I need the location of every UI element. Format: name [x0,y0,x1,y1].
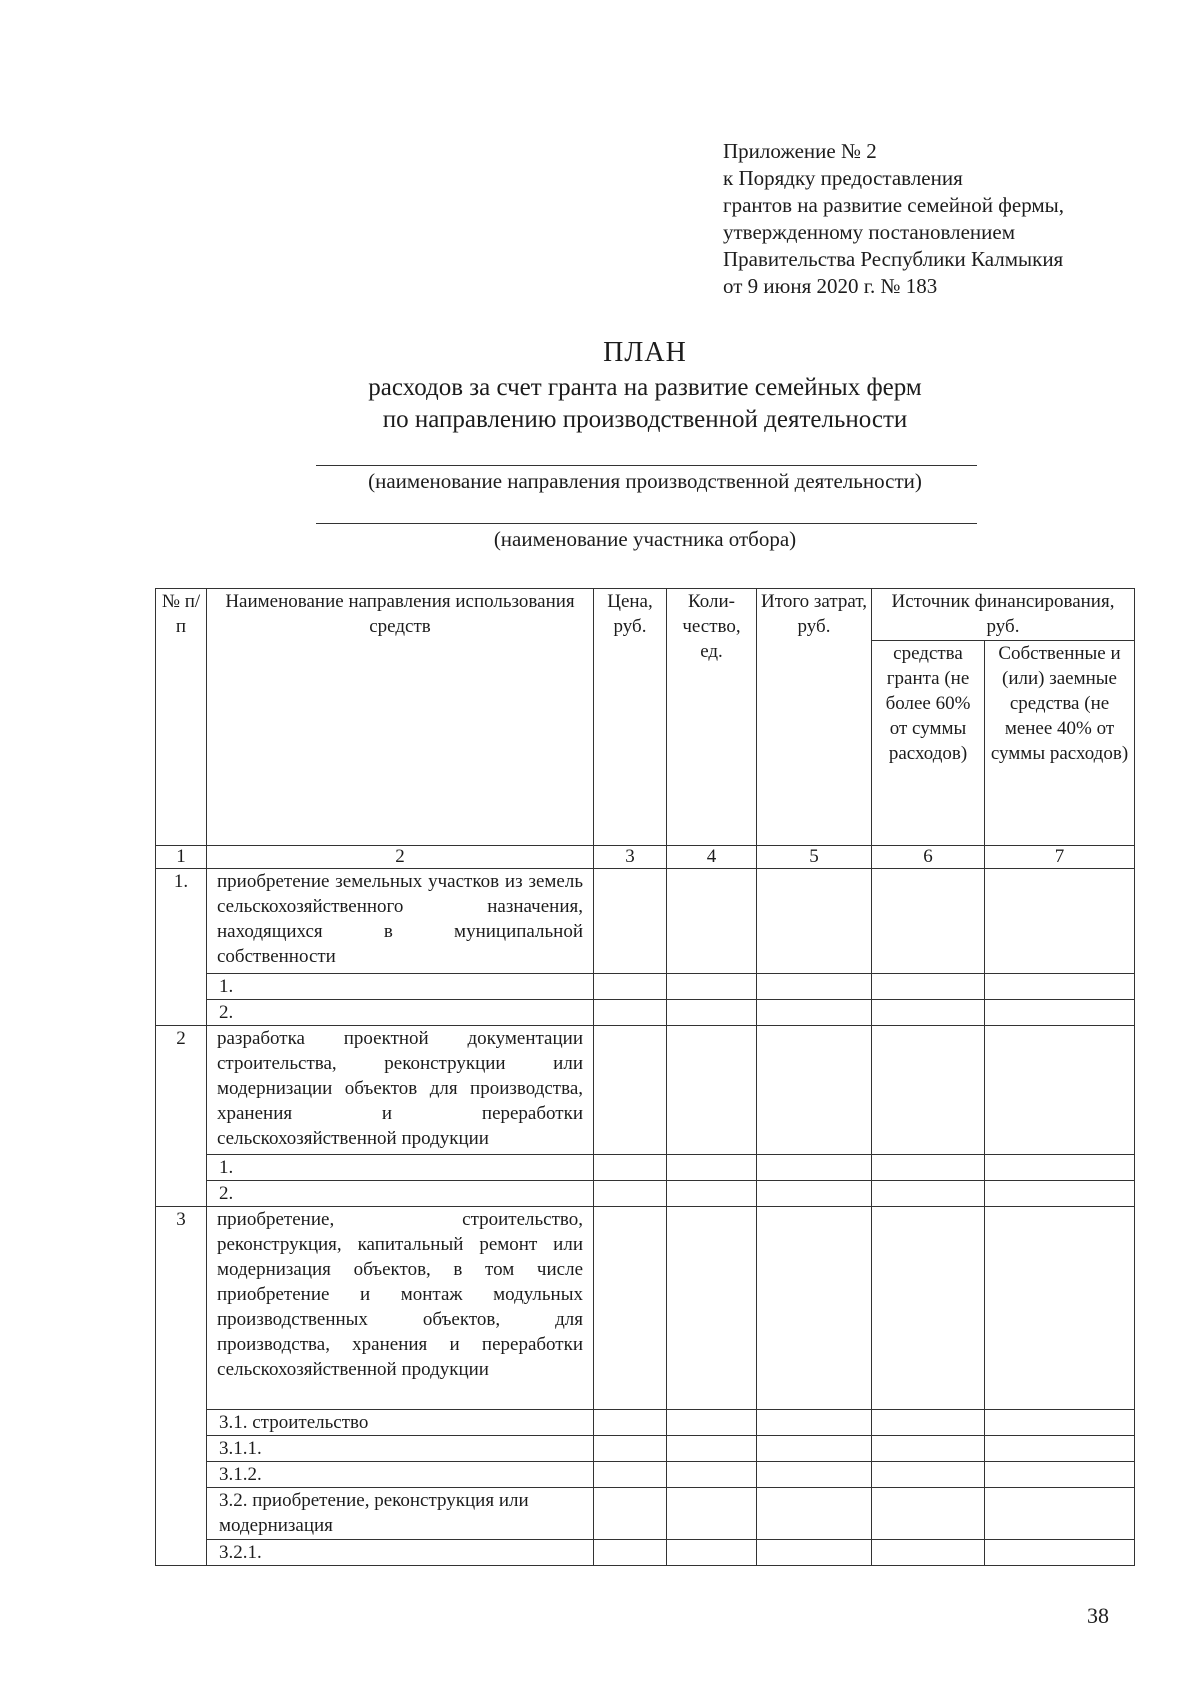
appendix-block [723,138,1163,300]
column-number: 6 [872,846,985,869]
table-row [156,974,1135,1000]
table-row [156,1540,1135,1566]
row-number: 2 [156,1026,207,1207]
row-number: 1. [156,869,207,1026]
column-number: 3 [594,846,667,869]
table-row [156,1410,1135,1436]
item-label: 2. [207,1181,594,1207]
document-title: ПЛАН [603,337,687,368]
column-number: 5 [757,846,872,869]
table-row [156,1462,1135,1488]
appendix-line: утвержденному постановлением [723,220,1016,244]
appendix-line: к Порядку предоставления [723,166,963,190]
appendix-line: грантов на развитие семейной фермы, [723,193,1065,217]
item-label: 1. [207,1155,594,1181]
appendix-line: Правительства Республики Калмыкия [723,247,1064,271]
document-subtitle-line: расходов за счет гранта на развитие семейных ферм [368,374,922,401]
header-quantity: Коли-чество, ед. [667,589,757,846]
column-number: 4 [667,846,757,869]
table-row [156,1488,1135,1540]
section-title: приобретение, строительство, реконструкция, капитальный ремонт или модернизация объектов, в том числе приобретение и монтаж модульных производственных объектов, для производства, хранения и переработки сельскохозяйственной продукции [207,1207,594,1410]
header-funding-source: Источник финансирования, руб. [872,589,1135,641]
section-title: приобретение земельных участков из земель сельскохозяйственного назначения, находящихся в муниципальной собственности [207,869,594,974]
expense-plan-table [155,588,1135,1566]
column-number: 7 [985,846,1135,869]
table-row [156,869,1135,974]
table-row [156,1026,1135,1155]
appendix-line: от 9 июня 2020 г. № 183 [723,274,938,298]
item-label: 3.1.2. [207,1462,594,1488]
appendix-line: Приложение № 2 [723,139,877,163]
page-number: 38 [1087,1603,1109,1628]
header-name: Наименование направления использования средств [207,589,594,846]
item-label: 1. [207,974,594,1000]
table-row [156,1436,1135,1462]
row-number: 3 [156,1207,207,1566]
header-grant-funds: средства гранта (не более 60% от суммы расходов) [872,641,985,846]
table-row [156,1181,1135,1207]
header-own-funds: Собственные и (или) заемные средства (не менее 40% от суммы расходов) [985,641,1135,846]
table-row [156,1000,1135,1026]
item-label: 2. [207,1000,594,1026]
participant-caption: (наименование участника отбора) [493,527,797,551]
direction-fill-line [316,465,977,466]
header-num: № п/п [156,589,207,846]
table-row [156,1207,1135,1410]
table-row [156,1155,1135,1181]
item-label: 3.2. приобретение, реконструкция или модернизация [207,1488,594,1540]
participant-fill-line [316,523,977,524]
item-label: 3.2.1. [207,1540,594,1566]
section-title: разработка проектной документации строительства, реконструкции или модернизации объектов для производства, хранения и переработки сельскохозяйственной продукции [207,1026,594,1155]
item-label: 3.1. строительство [207,1410,594,1436]
item-label: 3.1.1. [207,1436,594,1462]
direction-caption: (наименование направления производственной деятельности) [368,469,922,493]
column-number: 2 [207,846,594,869]
header-total: Итого затрат, руб. [757,589,872,846]
document-subtitle-line: по направлению производственной деятельности [382,406,908,433]
header-price: Цена, руб. [594,589,667,846]
column-number: 1 [156,846,207,869]
